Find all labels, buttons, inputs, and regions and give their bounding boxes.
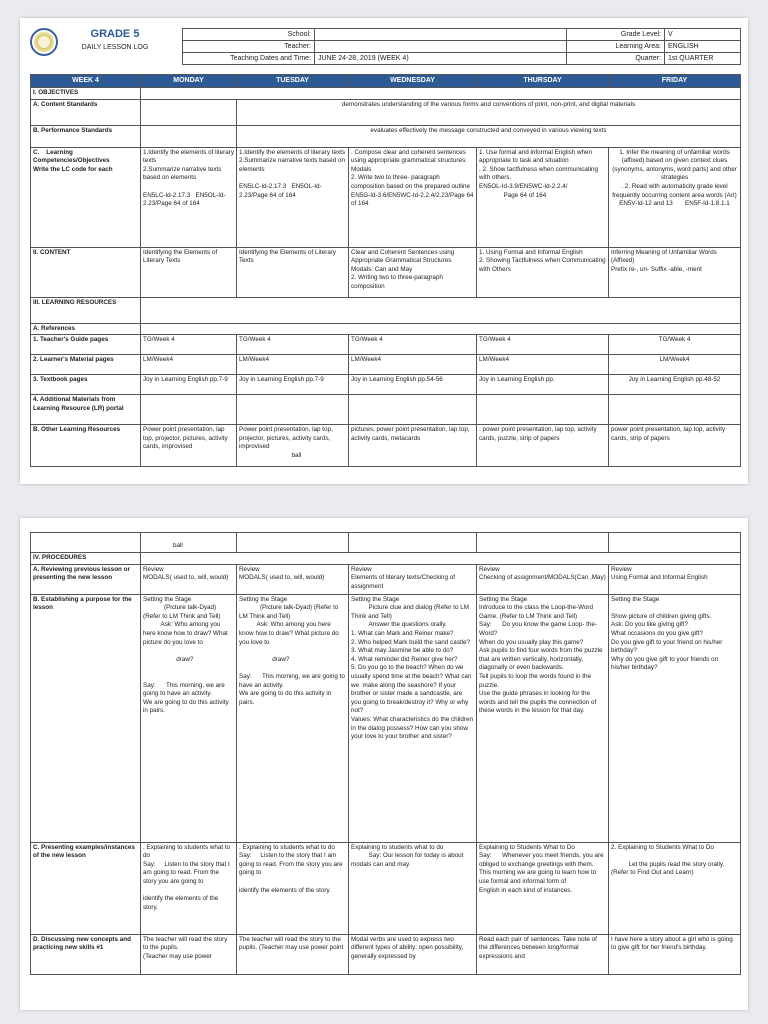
presenting-label: C. Presenting examples/instances of the new lesson bbox=[31, 842, 141, 934]
discussing-cell: Modal verbs are used to express two different types of ability: open possibility, generally expressed by bbox=[351, 935, 465, 960]
tb-cell: Joy in Learning English pp. bbox=[477, 375, 609, 395]
dates-value: JUNE 24-28, 2019 (WEEK 4) bbox=[315, 53, 567, 65]
discussing-cell: I have here a story about a girl who is going to give gift for her friend's birthday. bbox=[611, 935, 735, 952]
day-header: TUESDAY bbox=[237, 75, 349, 88]
lc-label: C. Learning Competencies/Objectives Write the LC code for each bbox=[33, 148, 113, 173]
tg-cell: TG/Week 4 bbox=[141, 335, 237, 355]
day-header: THURSDAY bbox=[477, 75, 609, 88]
content-label: II. CONTENT bbox=[31, 247, 141, 297]
content-cell: Inferring Meaning of Unfamiliar Words (Affixed) Prefix re-, un- Suffix -able, -ment bbox=[611, 248, 717, 273]
discussing-label: D. Discussing new concepts and practicing new skills #1 bbox=[31, 934, 141, 974]
lm-cell: LM/Week4 bbox=[237, 355, 349, 375]
review-cell: Review Checking of assignment/MODALS(Can ,May) bbox=[479, 565, 606, 582]
tg-cell: TG/Week 4 bbox=[237, 335, 349, 355]
review-cell: Review Using Formal and Informal English bbox=[611, 565, 708, 582]
presenting-cell: . Explaining to students what to do Say: Listen to the story that I am going to read. From the story you are going to identify the elements of the story. bbox=[239, 843, 343, 894]
lesson-table-1 bbox=[30, 74, 741, 467]
other-label: B. Other Learning Resources bbox=[31, 425, 141, 467]
page-1 bbox=[20, 18, 748, 484]
dates-label: Teaching Dates and Time: bbox=[183, 53, 315, 65]
school-value bbox=[315, 29, 567, 41]
procedures-label: IV. PROCEDURES bbox=[31, 553, 141, 565]
tb-cell: Joy in Learning English pp.54-56 bbox=[349, 375, 477, 395]
content-cell: Identifying the Elements of Literary Texts bbox=[239, 248, 338, 265]
day-header: WEDNESDAY bbox=[349, 75, 477, 88]
teacher-value bbox=[315, 41, 567, 53]
review-cell: Review Elements of literary texts/Checking of assignment bbox=[351, 565, 455, 590]
content-cell: 1. Using Formal and Informal English 2. Showing Tactfulness when Communicating with Others bbox=[479, 248, 606, 273]
objectives-label: I. OBJECTIVES bbox=[31, 88, 141, 100]
day-header: FRIDAY bbox=[609, 75, 741, 88]
lm-cell: LM/Week4 bbox=[477, 355, 609, 375]
presenting-cell: . Explaining to students what to do Say: Listen to the story that I am going to read. From the story you are going to identify the elements of the story. bbox=[143, 843, 231, 911]
log-title: DAILY LESSON LOG bbox=[81, 44, 149, 51]
content-cell: Clear and Coherent Sentences using Appropriate Grammatical Structures Modals: Can and May 2. Writing two to three-paragraph composition bbox=[351, 248, 455, 290]
header-table bbox=[182, 28, 741, 65]
lm-label: 2. Learner's Material pages bbox=[31, 355, 141, 375]
purpose-cell: Setting the Stage Picture clue and dialog (Refer to LM Think and Tell) Answer the questions orally. 1. What can Mark and Reiner make? 2. Who helped Mark build the sand castle? 3. What may Jasmine be able to do? 4. What reminder did Reiner give her? 5. Do you go to the beach? When do we usually spend time at the beach? What can we make along the seashore? If your brother or sister made a sandcastle, are you going to break/destroy it? Why or why not? Values: What characteristics do the children in the dialog possess? How can you show your love to your brother and sister? bbox=[351, 595, 474, 741]
day-header: WEEK 4 bbox=[31, 75, 141, 88]
perf-std: evaluates effectively the message constructed and conveyed in various viewing texts bbox=[237, 125, 741, 147]
teacher-label: Teacher: bbox=[183, 41, 315, 53]
quarter-value: 1st QUARTER bbox=[665, 53, 741, 65]
day-header: MONDAY bbox=[141, 75, 237, 88]
school-label: School: bbox=[183, 29, 315, 41]
ball-continuation: ball bbox=[141, 533, 237, 553]
tb-cell: Joy in Learning English pp.7-9 bbox=[141, 375, 237, 395]
other-cell: Power point presentation, lap top, projector, pictures, activity cards, improvised bbox=[141, 425, 237, 467]
lc-cell: . Compose clear and coherent sentences using appropriate grammatical structures: Modals 2. Write two to three- paragraph composition based on the prepared outline EN5G-Id-3.6/EN5WC-Id-2.2.4/2.23/Page 64 of 164 bbox=[351, 148, 474, 208]
purpose-cell: Setting the Stage Introduce to the class the Loop-the-Word Game. (Refer to LM Think and Tell) Say: Do you know the game Loop- the- Word? When do you usually play this game? Ask pupils to find four words from the puzzle that are written vertically, horizontally, diagonally or even backwards. Tell pupils to loop the words found in the puzzle. Use the guide phrases in looking for the words and tell the pupils the connection of these words in the lesson for that day. bbox=[479, 595, 603, 715]
lm-cell: LM/Week4 bbox=[141, 355, 237, 375]
page-2 bbox=[20, 518, 748, 1010]
area-value: ENGLISH bbox=[665, 41, 741, 53]
quarter-label: Quarter: bbox=[567, 53, 665, 65]
purpose-cell: Setting the Stage Show picture of children giving gifts. Ask: Do you like giving gift? What occasions do you give gift? Do you give gift to your friend on his/her birthday? Why do you give gift to your friends on his/her birthday? bbox=[611, 595, 723, 672]
resources-label: III. LEARNING RESOURCES bbox=[31, 297, 141, 323]
purpose-label: B. Establishing a purpose for the lesson bbox=[31, 594, 141, 842]
review-label: A. Reviewing previous lesson or presenting the new lesson bbox=[31, 564, 141, 594]
grade-title: GRADE 5 bbox=[90, 28, 140, 40]
tg-label: 1. Teacher's Guide pages bbox=[31, 335, 141, 355]
review-cell: Review MODALS( used to, will, would) bbox=[239, 565, 325, 582]
days-header-row bbox=[31, 75, 741, 88]
other-cell: Power point presentation, lap top, projector, pictures, activity cards, improvised ball bbox=[239, 426, 333, 459]
other-cell: power point presentation, lap top, activity cards, strip of papers bbox=[609, 425, 741, 467]
tb-label: 3. Textbook pages bbox=[31, 375, 141, 395]
tg-cell: TG/Week 4 bbox=[609, 335, 741, 355]
lesson-table-2 bbox=[30, 532, 741, 975]
content-std: demonstrates understanding of the various forms and conventions of print, non-print, and digital materials bbox=[237, 99, 741, 125]
content-cell: Identifying the Elements of Literary Texts bbox=[143, 248, 219, 265]
tb-cell: Joy in Learning English pp.48-52 bbox=[609, 375, 741, 395]
tg-cell: TG/Week 4 bbox=[477, 335, 609, 355]
lm-cell: LM/Week4 bbox=[609, 355, 741, 375]
grade-level-label: Grade Level: bbox=[567, 29, 665, 41]
discussing-cell: The teacher will read the story to the pupils. (Teacher may use power point bbox=[239, 935, 344, 952]
review-cell: Review MODALS( used to, will, would) bbox=[143, 565, 229, 582]
discussing-cell: The teacher will read the story to the pupils. (Teacher may use power bbox=[143, 935, 228, 960]
discussing-cell: Read each pair of sentences. Take note of the differences between long/formal expressions and bbox=[479, 935, 599, 960]
references-label: A. References bbox=[31, 323, 141, 335]
other-cell: pictures, power point presentation, lap top, activity cards, metacards bbox=[349, 425, 477, 467]
tg-cell: TG/Week 4 bbox=[349, 335, 477, 355]
lc-cell: 1. Use formal and informal English when appropriate to task and situation . 2. Show tactfulness when communicating with others. EN5OL-Id-3.9/EN5WC-Id-2.2.4/ Page 64 of 164 bbox=[479, 148, 599, 199]
lc-cell: 1.Identify the elements of literary texts 2.Summarize narrative texts based on elements EN5LC-Id-2.17.3 EN5OL-Id-2.23/Page 64 of 164 bbox=[239, 148, 346, 199]
content-std-label: A. Content Standards bbox=[31, 99, 141, 125]
presenting-cell: Explaining to students what to do Say: Our lesson for today is about modals can and may. bbox=[351, 843, 464, 868]
lm-cell: LM/Week4 bbox=[349, 355, 477, 375]
grade-level-value: V bbox=[665, 29, 741, 41]
tb-cell: Joy in Learning English pp.7-9 bbox=[237, 375, 349, 395]
other-cell: : power point presentation, lap top, activity cards, puzzle, strip of papers bbox=[477, 425, 609, 467]
perf-std-label: B. Performance Standards bbox=[31, 125, 141, 147]
presenting-cell: Explaining to Students What to Do Say: Whenever you meet friends, you are obliged to exchange greetings with them. This morning we are going to learn how to use formal and informal form of English in each kind of instances. bbox=[479, 843, 604, 894]
lc-cell: 1.Identify the elements of literary texts 2.Summarize narrative texts based on elements EN5LC-Id-2.17.3 EN5OL-Id-2.23/Page 64 of 164 bbox=[143, 148, 235, 208]
purpose-cell: Setting the Stage (Picture talk-Dyad) (Refer to LM Think and Tell) Ask: Who among you here know how to draw? What picture do you love to draw? Say: This morning, we are going to have an activity. We are going to do this activity in pairs. bbox=[239, 595, 345, 706]
area-label: Learning Area: bbox=[567, 41, 665, 53]
presenting-cell: 2. Explaining to Students What to Do Let the pupils read the story orally. (Refer to Find Out and Learn) bbox=[611, 843, 725, 877]
purpose-cell: Setting the Stage (Picture talk-Dyad) (Refer to LM Think and Tell) Ask: Who among you here know how to draw? What picture do you love to draw? Say: This morning, we are going to have an activity. We are going to do this activity in pairs. bbox=[143, 595, 229, 715]
lr-label: 4. Additional Materials from Learning Resource (LR) portal bbox=[31, 395, 141, 425]
deped-seal-icon bbox=[30, 28, 58, 56]
lc-cell: 1. Infer the meaning of unfamiliar words (affixed) based on given context clues (synonyms, antonyms, word parts) and other strategies . 2. Read with automaticity grade level frequently occurring content area words (Art) EN5V-Id-12 and 13 EN5F-Id-1.8.1.1 bbox=[612, 148, 737, 208]
